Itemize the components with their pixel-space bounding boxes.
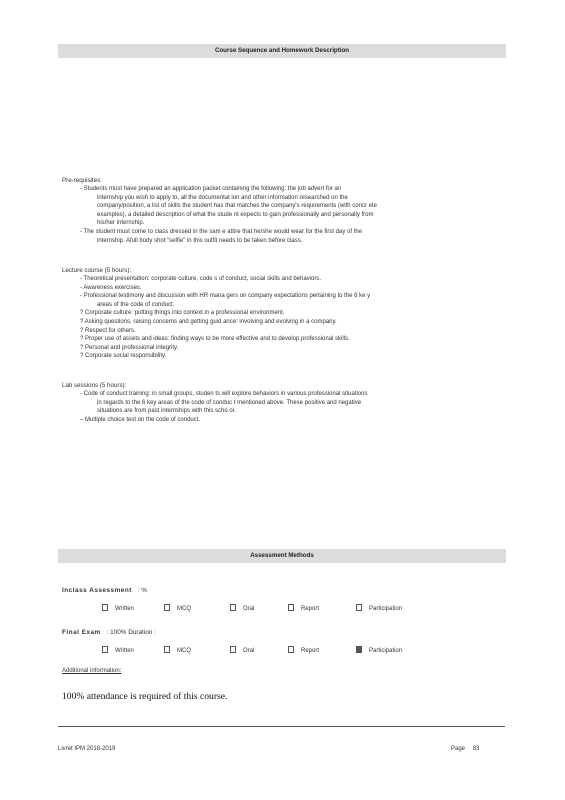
option-label: MCQ (177, 648, 191, 654)
additional-information-label: Additional information: (62, 668, 122, 674)
option-label: MCQ (177, 606, 191, 612)
prereq-line: company/position, a list of skills the student has that matches the company's requirements (with concr ete (97, 203, 377, 210)
prereq-line: - The student must come to class dressed in the sam e attire that he/she would wear for the first day of the (80, 228, 363, 235)
checkbox-icon[interactable] (288, 646, 294, 653)
checkbox-icon[interactable] (288, 604, 294, 611)
checkbox-icon[interactable] (230, 646, 236, 653)
lecture-line: - Professional testimony and discussion with HR mana gers on company expectations pertaining to the 6 ke y (80, 293, 371, 300)
lecture-line: ? Asking questions, raising concerns and getting guid ance: involving and evolving in a company. (80, 318, 337, 325)
prereq-line: his/her internship. (97, 220, 145, 227)
prereq-line: internship. Afull body shot "selfie" in this outfit needs to be taken before class. (97, 237, 303, 244)
lecture-heading: Lecture course (5 hours): (62, 267, 132, 274)
prereq-line: internship you wish to apply to, all the documentat ion and other information researched on the (97, 194, 348, 201)
lab-line: in regards to the 6 key areas of the code of conduc t mentioned above. These positive and negative (97, 399, 362, 406)
final-exam-value: : 100% Duration : (106, 629, 156, 636)
option-label: Participation (369, 606, 403, 612)
option-label: Oral (243, 648, 255, 654)
checkbox-icon[interactable] (230, 604, 236, 611)
final-exam-row (62, 629, 156, 638)
inclass-assessment-value: : % (137, 587, 147, 594)
final-exam-label: Final Exam (62, 629, 101, 636)
checkbox-icon[interactable] (164, 604, 170, 611)
checkbox-icon[interactable] (102, 646, 108, 653)
lecture-line: ? Respect for others. (80, 327, 136, 334)
lecture-line: - Awareness exercises. (80, 284, 142, 291)
inclass-option-oral[interactable] (230, 604, 254, 612)
final-option-participation[interactable] (356, 646, 402, 654)
footer-page (451, 746, 479, 752)
lecture-section (62, 266, 370, 361)
footer-page-label: Page (451, 746, 466, 752)
lab-heading: Lab sessions (5 hours): (62, 382, 127, 389)
checkbox-icon[interactable] (356, 604, 362, 611)
footer-divider (58, 726, 505, 727)
prerequisites-heading: Pre-requisites: (62, 177, 102, 184)
inclass-option-mcq[interactable] (164, 604, 191, 612)
option-label: Report (301, 606, 320, 612)
lecture-line: ? Proper use of assets and ideas: finding ways to be more effective and to develop professional skills. (80, 336, 350, 343)
prereq-line: examples), a detailed description of what the stude nt expects to gain professionally and personally from (97, 211, 374, 218)
checkbox-icon[interactable] (102, 604, 108, 611)
lab-line: situations are from past internships with this scho ol. (97, 408, 236, 415)
footer-doc-name: Livret IPM 2018-2019 (58, 746, 116, 752)
lecture-line: ? Personal and professional integrity. (80, 344, 179, 351)
final-option-report[interactable] (288, 646, 319, 654)
checked-checkbox-icon[interactable] (356, 646, 362, 653)
inclass-option-report[interactable] (288, 604, 319, 612)
footer-page-number: 83 (472, 746, 480, 752)
option-label: Report (301, 648, 320, 654)
lecture-line: ? Corporate social responsibility. (80, 353, 167, 360)
prerequisites-section (62, 176, 377, 245)
lab-section (62, 381, 367, 424)
inclass-option-written[interactable] (102, 604, 134, 612)
final-option-written[interactable] (102, 646, 134, 654)
checkbox-icon[interactable] (164, 646, 170, 653)
option-label: Written (115, 648, 134, 654)
lab-line: - Code of conduct training: in small groups, studen ts will explore behaviors in various professional situations (80, 391, 368, 397)
lecture-line: areas of the code of conduct: (97, 301, 175, 308)
attendance-note: 100% attendance is required of this course. (62, 691, 228, 702)
final-option-mcq[interactable] (164, 646, 191, 654)
lab-line: – Multiple choice test on the code of conduct. (80, 416, 201, 423)
final-option-oral[interactable] (230, 646, 254, 654)
lecture-line: ? Corporate culture: putting things into context in a professional environment. (80, 310, 285, 317)
lecture-line: - Theoretical presentation: corporate culture, code s of conduct, social skills and behaviors. (80, 276, 322, 282)
course-sequence-header: Course Sequence and Homework Description (58, 44, 506, 58)
option-label: Oral (243, 606, 255, 612)
prereq-line: - Students must have prepared an application packet containing the following: the job advert for an (80, 186, 342, 192)
inclass-option-participation[interactable] (356, 604, 402, 612)
inclass-assessment-label: Inclass Assessment (62, 587, 132, 594)
inclass-assessment-row (62, 587, 147, 596)
assessment-methods-header: Assessment Methods (58, 549, 506, 563)
option-label: Participation (369, 648, 403, 654)
option-label: Written (115, 606, 134, 612)
